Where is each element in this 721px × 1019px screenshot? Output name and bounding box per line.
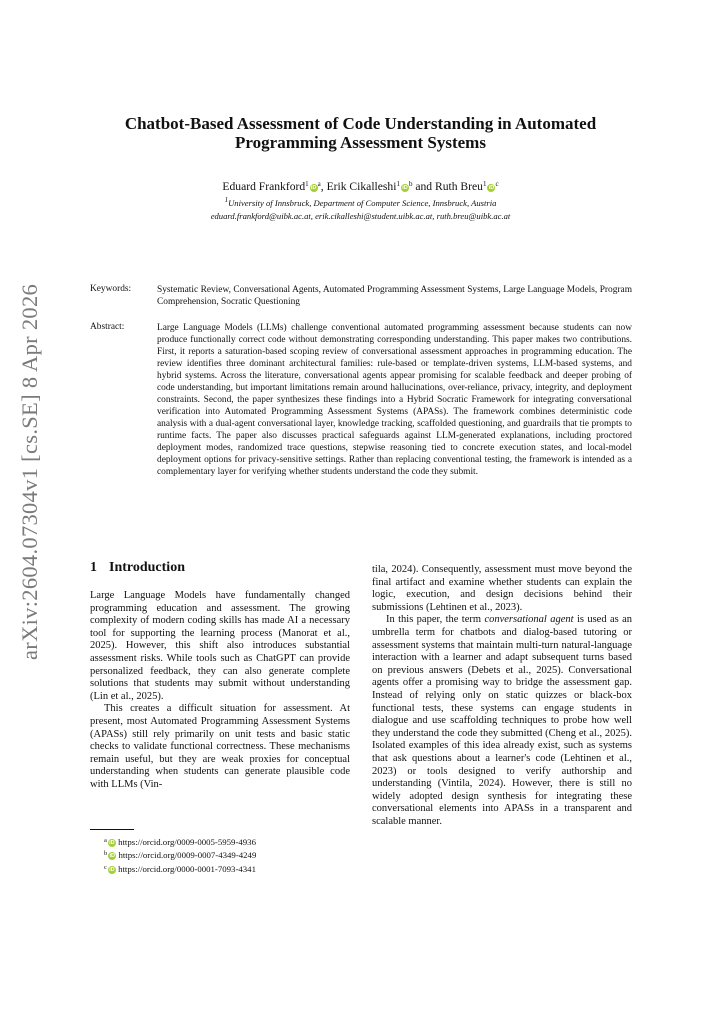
orcid-icon[interactable]: iD [310, 185, 317, 191]
title-line-1: Chatbot-Based Assessment of Code Understanding in Automated [124, 114, 597, 133]
affiliation [90, 198, 631, 208]
keywords-text: Systematic Review, Conversational Agents, Automated Programming Assessment Systems, Large Language Models, Program Comprehension, Socratic Questioning [157, 285, 632, 307]
footnote-item [104, 835, 256, 848]
paragraph: Large Language Models have fundamentally changed programming education and assessment. The growing complexity of modern coding skills has made AI a necessary tool for supporting the learning process (Manorat et al., 2025). However, this shift also introduces substantial assessment risks. While tools such as ChatGPT can provide personalized feedback, they can also generate complete solutions that students may submit without understanding (Lin et al., 2025). [90, 590, 350, 702]
arxiv-identifier: arXiv:2604.07304v1 [cs.SE] 8 Apr 2026 [17, 283, 42, 660]
footnote-divider [90, 829, 134, 830]
paragraph-text: In this paper, the term [386, 614, 485, 626]
footnote-link[interactable]: https://orcid.org/0000-0001-7093-4341 [118, 863, 256, 874]
left-column [90, 590, 350, 792]
title-line-2: Programming Assessment Systems [235, 133, 486, 152]
footnote-mark: c [104, 863, 107, 871]
affiliation-text: University of Innsbruck, Department of Computer Science, Innsbruck, Austria [228, 198, 497, 208]
author-name: Ruth Breu [434, 180, 483, 193]
section-heading [90, 560, 185, 576]
footnote-item [104, 862, 256, 875]
author-affil-sup: 1 [482, 180, 487, 188]
section-title: Introduction [109, 560, 185, 575]
abstract-label: Abstract: [90, 322, 125, 332]
footnote-mark: a [104, 837, 107, 844]
affiliation-sup: 1 [224, 196, 229, 204]
author-separator: and [412, 180, 435, 193]
author-separator: , [320, 180, 327, 193]
orcid-icon[interactable]: iD [488, 185, 495, 191]
author-name: Erik Cikalleshi [326, 180, 397, 193]
orcid-icon: iD [109, 866, 115, 873]
keywords-label: Keywords: [90, 284, 132, 294]
author-affil-sup: 1 [396, 180, 400, 188]
orcid-icon: iD [109, 840, 115, 846]
footnote-link[interactable]: https://orcid.org/0009-0005-5959-4936 [118, 837, 256, 847]
author-affil-sup: 1 [305, 180, 309, 188]
emphasized-term: conversational agent [484, 614, 574, 626]
paragraph: This creates a difficult situation for assessment. At present, most Automated Programming Assessment Systems (APASs) still rely primarily on unit tests and basic static checks to validate functional correctness. These mechanisms remain useful, but they are weak proxies for conceptual understanding when students can generate plausible code with LLMs (Vin- [90, 703, 350, 790]
footnotes [104, 835, 256, 875]
orcid-mark: b [408, 180, 413, 188]
orcid-icon[interactable]: iD [402, 185, 408, 191]
author-name: Eduard Frankford [222, 180, 306, 193]
paragraph: tila, 2024). Consequently, assessment must move beyond the final artifact and examine whether students can explain the logic, execution, and design decisions behind their submissions (Lehtinen et al., 2023). [372, 564, 632, 613]
footnote-mark: b [104, 850, 108, 858]
orcid-icon: iD [109, 853, 115, 860]
author-list [90, 180, 631, 193]
paper-title [100, 114, 621, 152]
section-number: 1 [90, 560, 97, 575]
right-column [372, 564, 632, 828]
abstract-text: Large Language Models (LLMs) challenge conventional automated programming assessment because students can now produce functionally correct code without demonstrating corresponding understanding. This paper makes two contributions. First, it reports a saturation-based scoping review of conversational assessment approaches in programming education. The review identifies three dominant architectural families: rule-based or template-driven systems, LLM-based systems, and hybrid systems. Across the literature, conversational agents appear promising for scalable feedback and deeper probing of code understanding, but important limitations remain around hallucinations, over-reliance, privacy, integrity, and deployment constraints. Second, the paper synthesizes these findings into a Hybrid Socratic Framework for integrating conversational verification into Automated Programming Assessment Systems (APASs). The framework combines deterministic code analysis with a dual-agent conversational layer, knowledge tracking, scaffolded questioning, and guardrails that tie prompts to runtime facts. The paper also discusses practical safeguards against LLM-generated explanations, including proctored deployment modes, randomized trace questions, stepwise reasoning tied to concrete execution states, and local-model deployment options for privacy-sensitive settings. Rather than replacing conventional testing, the framework is intended as a complementary layer for verifying whether students understand the code they submit. [157, 323, 632, 477]
paragraph-text: is used as an umbrella term for chatbots and dialog-based tutoring or assessment systems that maintain multi-turn natural-language interaction with a learner and adapt subsequent turns based on previous answers (Debets et al., 2025). Conversational agents offer a promising way to bridge the assessment gap. Instead of relying only on static quizzes or black-box functional tests, these systems can engage students in dialogue and use scaffolding techniques to probe how well they understand the code they submitted (Cheng et al., 2025). Isolated examples of this idea already exist, such as systems that ask questions about a learner's code (Lehtinen et al., 2023) or tools designed to verify authorship and understanding (Vintila, 2024). However, there is still no widely adopted design synthesis for integrating these conversational elements into APASs in a transparent and scalable manner. [372, 614, 633, 827]
orcid-mark: c [495, 180, 499, 188]
author-emails[interactable]: eduard.frankford@uibk.ac.at, erik.cikalleshi@student.uibk.ac.at, ruth.breu@uibk.ac.at [210, 211, 511, 221]
orcid-mark: a [317, 180, 321, 188]
paragraph [372, 614, 632, 828]
footnote-item [104, 848, 256, 861]
footnote-link[interactable]: https://orcid.org/0009-0007-4349-4249 [118, 850, 257, 861]
